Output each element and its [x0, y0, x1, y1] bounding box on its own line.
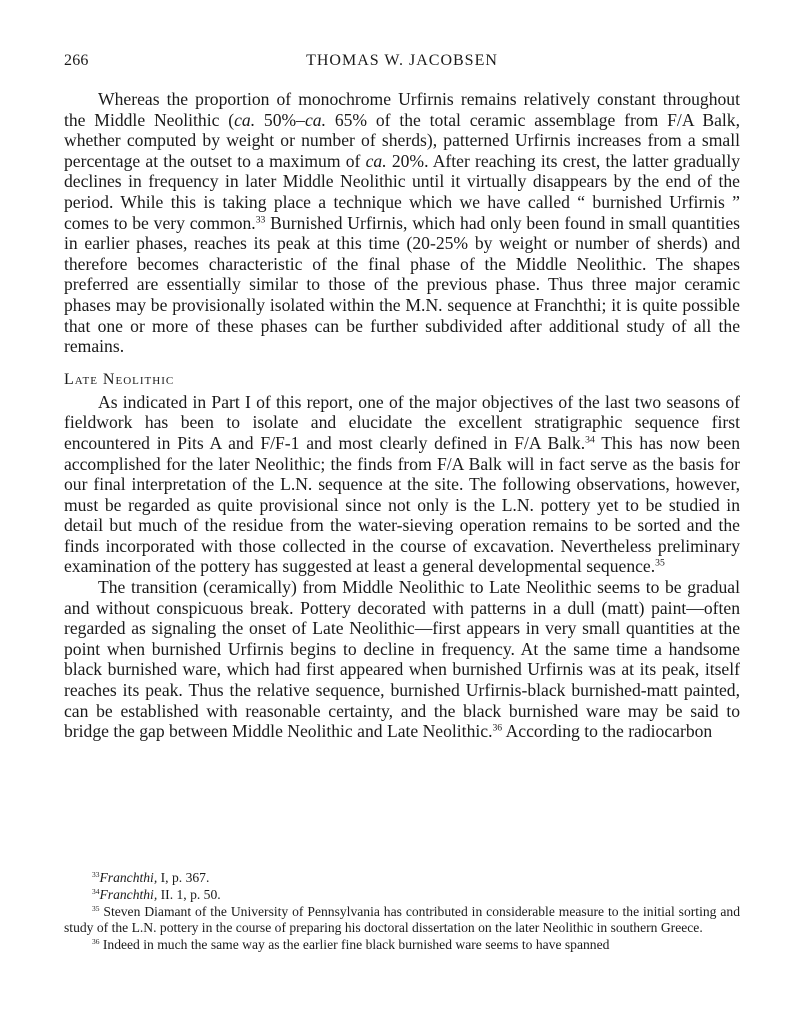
footnote-34: $^{34}$Franchthi, II. 1, p. 50. [92, 886, 221, 902]
page-number: 266 [64, 52, 89, 69]
footnote-ref-33: 33 [255, 214, 266, 226]
paragraph-middle-neolithic: Whereas the proportion of monochrome Urfirnis remains relatively constant throughout the Middle Neolithic (ca. 50%–ca. 65% of the total ceramic assemblage from F/A Balk, whether computed by weight or number of sherds), patterned Urfirnis increases from a small percentage at the outset to a maximum of ca. 20%. After reaching its crest, the latter gradually declines in frequency in later Middle Neolithic until it virtually disappears by the end of the period. While this is taking place a technique which we have called “ burnished Urfirnis ” comes to be very common.$^{33}$ Burnished Urfirnis, which had only been found in small quantities in earlier phases, reaches its peak at this time (20-25% by weight or number of sherds) and therefore becomes characteristic of the final phase of the Middle Neolithic. The shapes preferred are essentially similar to those of the previous phase. Thus three major ceramic phases may be provisionally isolated within the M.N. sequence at Franchthi; it is quite possible that one or more of these phases can be further subdivided after additional study of all the remains. [64, 89, 741, 357]
body-text [64, 89, 740, 742]
running-head-author: THOMAS W. JACOBSEN [306, 52, 498, 69]
footnotes [64, 870, 740, 954]
footnote-36: $^{36}$ Indeed in much the same way as the earlier fine black burnished ware seems to have spanned [92, 937, 610, 953]
paragraph-transition: The transition (ceramically) from Middle Neolithic to Late Neolithic seems to be gradual and without conspicuous break. Pottery decorated with patterns in a dull (matt) paint—often regarded as signaling the onset of Late Neolithic—first appears in very small quantities at the point when burnished Urfirnis begins to decline in frequency. At the same time a handsome black burnished ware, which had first appeared when burnished Urfirnis was at its peak, itself reaches its peak. Thus the relative sequence, burnished Urfirnis-black burnished-matt painted, can be established with reasonable certainty, and the black burnished ware may be said to bridge the gap between Middle Neolithic and Late Neolithic.$^{36}$ According to the radiocarbon [64, 577, 740, 742]
footnote-ref-36: 36 [492, 722, 503, 734]
page-header [64, 52, 740, 76]
footnote-ref-34: 34 [585, 434, 595, 446]
paragraph-late-neolithic-intro: As indicated in Part I of this report, one of the major objectives of the last two seasons of fieldwork has been to isolate and elucidate the excellent stratigraphic sequence first encountered in Pits A and F/F-1 and most clearly defined in F/A Balk.$^{34}$ This has now been accomplished for the later Neolithic; the finds from F/A Balk will in fact serve as the basis for our final interpretation of the L.N. sequence at the site. The following observations, however, must be regarded as quite provisional since not only is the L.N. pottery yet to be studied in detail but much of the residue from the water-sieving operation remains to be sorted and the finds incorporated with those collected in the course of excavation. Nevertheless preliminary examination of the pottery has suggested at least a general developmental sequence.$^{35}$ [64, 391, 740, 577]
footnote-33: $^{33}$Franchthi, I, p. 367. [92, 870, 210, 885]
section-heading-late-neolithic: Late Neolithic [64, 370, 175, 388]
footnote-35: $^{35}$ Steven Diamant of the University of Pennsylvania has contributed in considerable measure to the initial sorting and study of the L.N. pottery in the course of preparing his doctoral dissertation on the later Neolithic in southern Greece. [64, 903, 740, 936]
footnote-ref-35: 35 [655, 558, 665, 570]
